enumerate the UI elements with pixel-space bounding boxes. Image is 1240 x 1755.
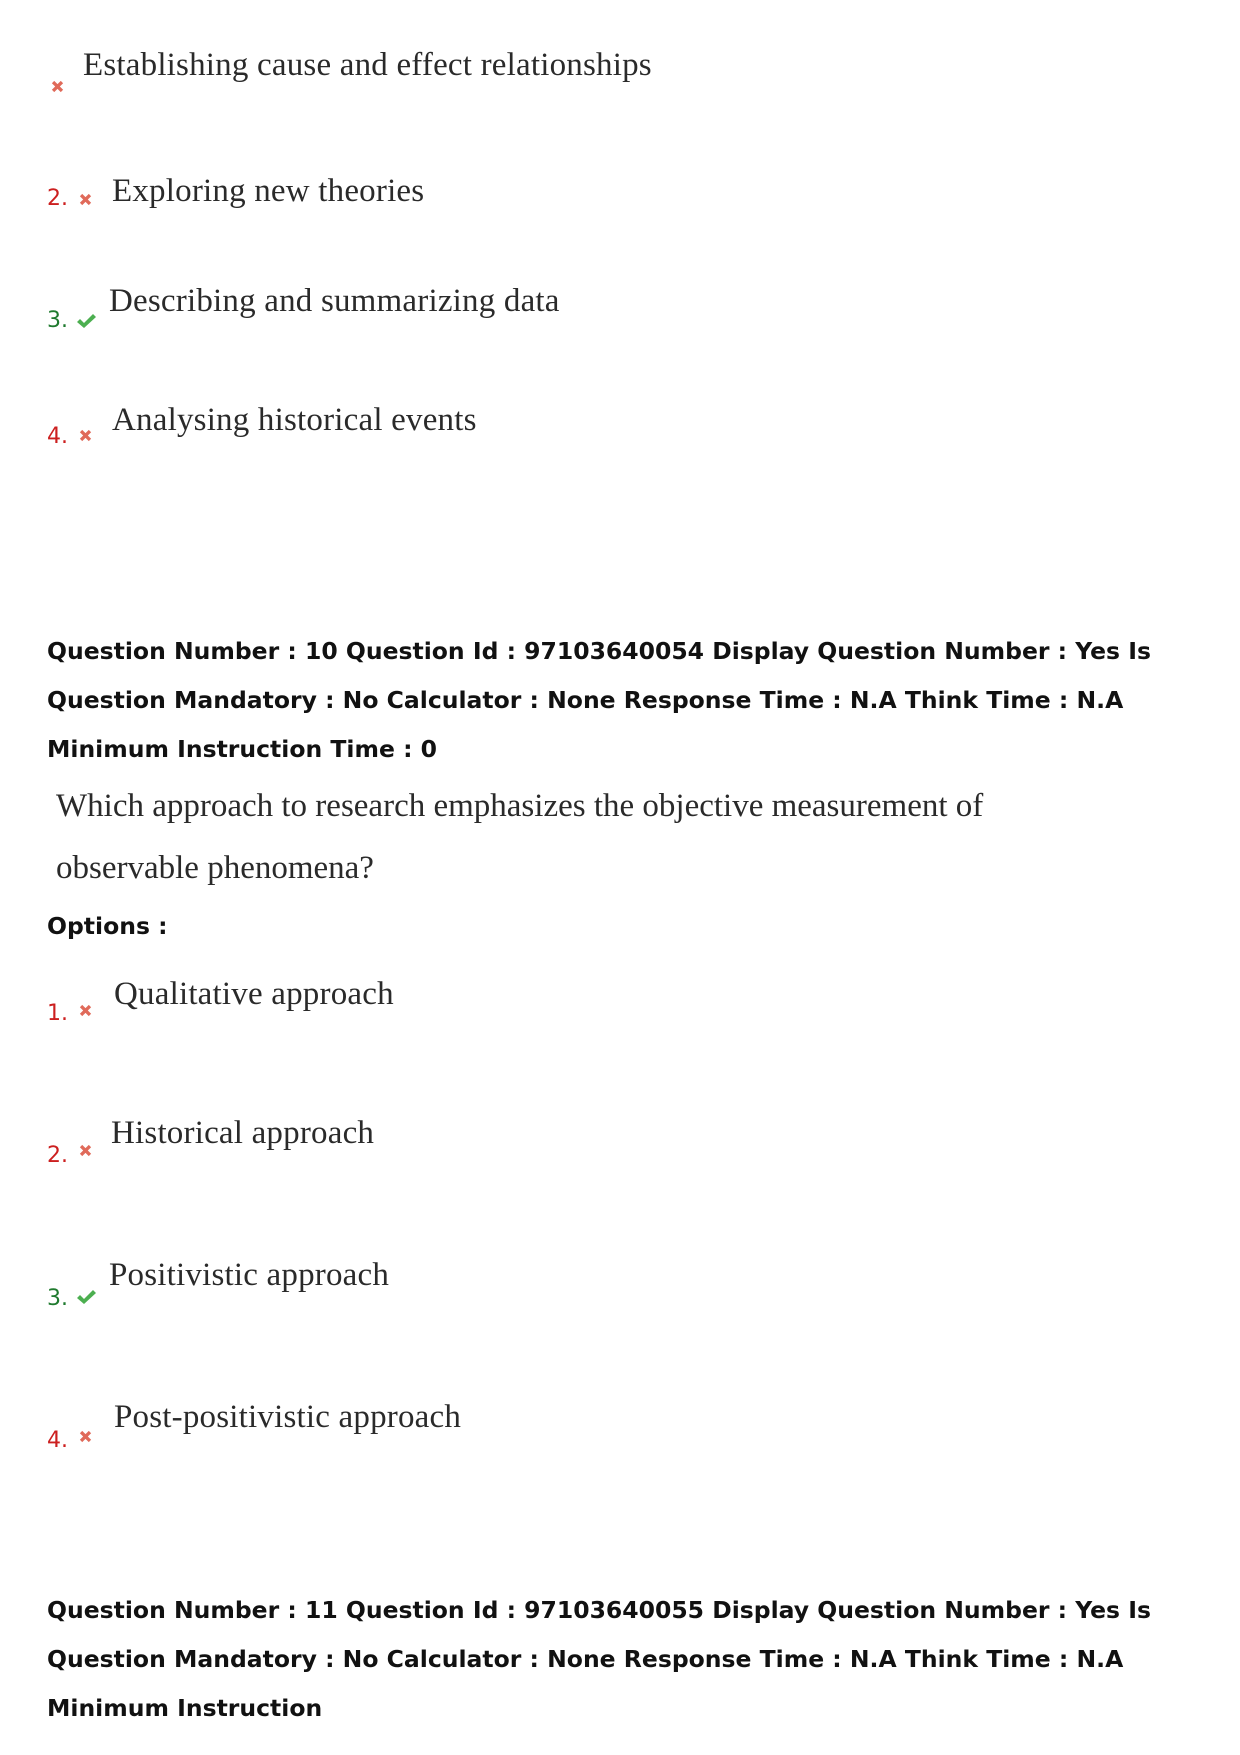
question-text	[56, 775, 1156, 899]
check-icon	[75, 1288, 97, 1310]
option-number: 3.	[47, 1286, 68, 1311]
option-number: 4.	[47, 1428, 68, 1453]
question-meta: Question Number : 11 Question Id : 97103640055 Display Question Number : Yes Is Question Mandatory : No Calculator : None Response Time : N.A Think Time : N.A Minimum Instruction	[47, 1596, 1151, 1722]
option-text: Qualitative approach	[114, 976, 394, 1012]
option-number: 2.	[47, 186, 68, 211]
cross-icon	[50, 79, 65, 98]
option-text: Establishing cause and effect relationships	[83, 47, 652, 83]
option-text: Post-positivistic approach	[114, 1399, 462, 1435]
options-label: Options :	[47, 912, 168, 940]
question-text-line: Which approach to research emphasizes the objective measurement of	[56, 788, 984, 824]
cross-icon	[78, 1003, 93, 1022]
option-text: Positivistic approach	[109, 1257, 390, 1293]
option-number: 3.	[47, 308, 68, 333]
option-text: Describing and summarizing data	[109, 283, 560, 319]
option-number: 2.	[47, 1143, 68, 1168]
cross-icon	[78, 192, 93, 211]
option-number: 4.	[47, 424, 68, 449]
cross-icon	[78, 1143, 93, 1162]
question-meta: Question Number : 10 Question Id : 97103640054 Display Question Number : Yes Is Question Mandatory : No Calculator : None Response Time : N.A Think Time : N.A Minimum Instruction Time : 0	[47, 637, 1151, 763]
option-number: 1.	[47, 1001, 68, 1026]
option-text: Historical approach	[111, 1115, 375, 1151]
cross-icon	[78, 428, 93, 447]
option-text: Exploring new theories	[112, 173, 425, 209]
check-icon	[75, 312, 97, 334]
option-text: Analysing historical events	[112, 402, 477, 438]
cross-icon	[78, 1429, 93, 1448]
question-text-line: observable phenomena?	[56, 850, 374, 886]
